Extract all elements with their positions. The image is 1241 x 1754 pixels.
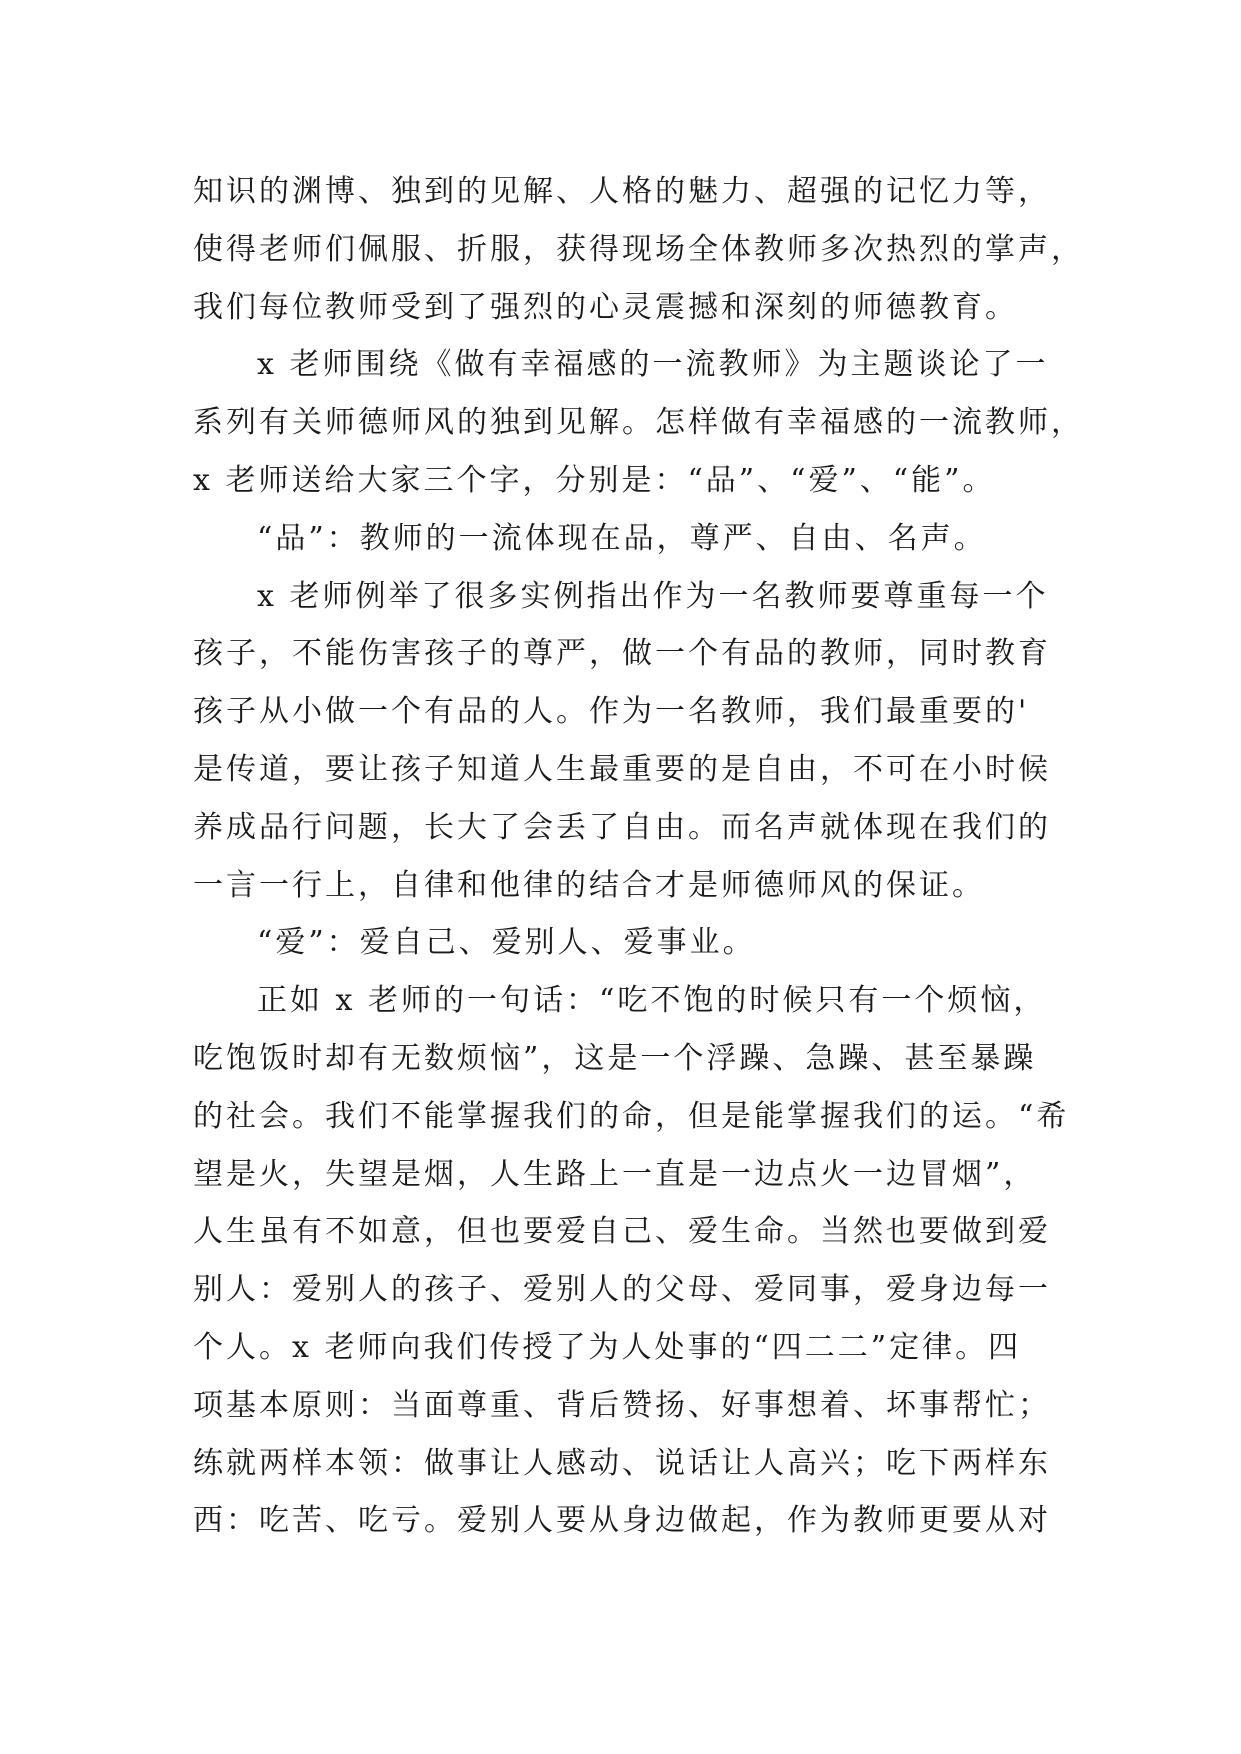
- text-line: 孩子，不能伤害孩子的尊严，做一个有品的教师，同时教育: [193, 636, 1051, 672]
- text-line: 人生虽有不如意，但也要爱自己、爱生命。当然也要做到爱: [193, 1214, 1051, 1250]
- text-line: x 老师送给大家三个字，分别是：“品”、“爱”、“能”。: [193, 462, 996, 498]
- text-line: 西：吃苦、吃亏。爱别人要从身边做起，作为教师更要从对: [193, 1503, 1051, 1539]
- paragraph-start-line: x 老师围绕《做有幸福感的一流教师》为主题谈论了一: [257, 347, 1049, 383]
- text-line: 系列有关师德师风的独到见解。怎样做有幸福感的一流教师，: [193, 405, 1084, 441]
- paragraph-start-line: “爱”：爱自己、爱别人、爱事业。: [257, 925, 756, 961]
- body-text: [193, 163, 1084, 1550]
- paragraph-start-line: x 老师例举了很多实例指出作为一名教师要尊重每一个: [257, 578, 1049, 614]
- text-line: 是传道，要让孩子知道人生最重要的是自由，不可在小时候: [193, 751, 1051, 787]
- text-line: 的社会。我们不能掌握我们的命，但是能掌握我们的运。“希: [193, 1098, 1070, 1134]
- text-line: 别人：爱别人的孩子、爱别人的父母、爱同事，爱身边每一: [193, 1272, 1051, 1308]
- text-line: 孩子从小做一个有品的人。作为一名教师，我们最重要的': [193, 694, 1030, 730]
- paragraph-start-line: 正如 x 老师的一句话：“吃不饱的时候只有一个烦恼，: [257, 983, 1047, 1019]
- text-line: 养成品行问题，长大了会丢了自由。而名声就体现在我们的: [193, 809, 1051, 845]
- paragraph-start-line: “品”：教师的一流体现在品，尊严、自由、名声。: [257, 520, 987, 556]
- text-line: 练就两样本领：做事让人感动、说话让人高兴；吃下两样东: [193, 1445, 1051, 1481]
- text-line: 我们每位教师受到了强烈的心灵震撼和深刻的师德教育。: [193, 289, 1018, 325]
- text-line: 项基本原则：当面尊重、背后赞扬、好事想着、坏事帮忙；: [193, 1387, 1051, 1423]
- text-line: 个人。x 老师向我们传授了为人处事的“四二二”定律。四: [193, 1329, 1022, 1365]
- text-line: 望是火，失望是烟，人生路上一直是一边点火一边冒烟”，: [193, 1156, 1037, 1192]
- text-line: 知识的渊博、独到的见解、人格的魅力、超强的记忆力等，: [193, 174, 1051, 209]
- text-line: 吃饱饭时却有无数烦恼”，这是一个浮躁、急躁、甚至暴躁: [193, 1040, 1037, 1076]
- text-line: 使得老师们佩服、折服，获得现场全体教师多次热烈的掌声，: [193, 231, 1084, 267]
- text-line: 一言一行上，自律和他律的结合才是师德师风的保证。: [193, 867, 985, 903]
